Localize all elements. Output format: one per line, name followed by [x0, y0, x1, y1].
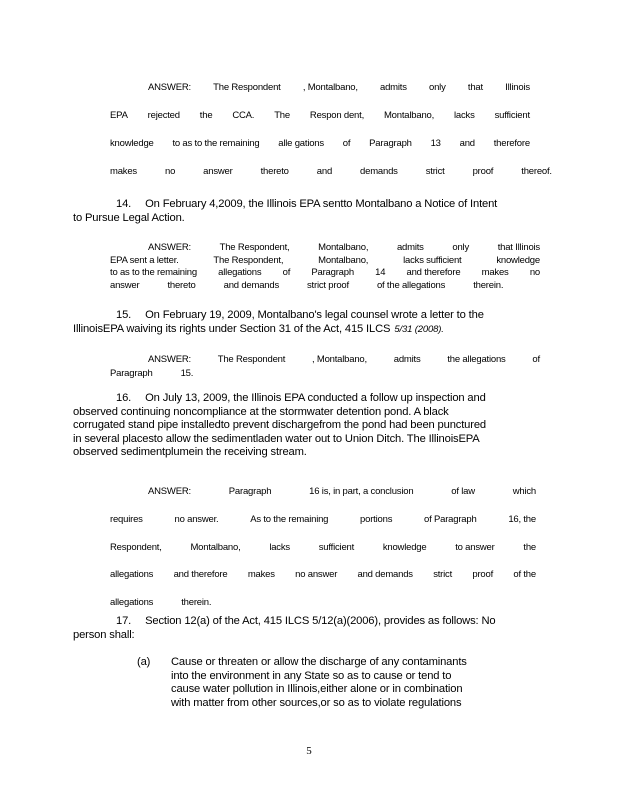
answer16-line: [110, 589, 536, 617]
answer13-word: answer: [203, 166, 233, 177]
subsection-a-line-3: cause water pollution in Illinois,either alone or in combination: [171, 683, 463, 696]
answer13-word: and: [316, 166, 333, 177]
answer13-line: [110, 102, 530, 130]
answer14-word: to as to the remaining: [110, 267, 197, 279]
answer16-word: proof: [472, 569, 494, 581]
answer14-word: only: [452, 242, 470, 253]
answer13-word: Paragraph: [369, 138, 412, 149]
paragraph-14-number: 14.: [116, 198, 132, 210]
answer13-word: that: [467, 82, 483, 93]
answer14-word: The Respondent,: [213, 254, 284, 266]
answer14-word: Montalbano,: [318, 254, 369, 266]
answer13-word: , Montalbano,: [302, 82, 358, 93]
answer13-line: [110, 74, 530, 102]
answer14-word: thereto: [167, 279, 196, 291]
paragraph-15-line-2: IllinoisEPA waiving its rights under Section 31 of the Act, 415 ILCS: [73, 322, 391, 335]
answer15-line: [110, 367, 540, 381]
subsection-a-line-1: Cause or threaten or allow the discharge of any contaminants: [171, 656, 467, 668]
paragraph-16-line-5: observed sedimentplumein the receiving stream.: [73, 446, 307, 459]
answer13-word: The: [274, 110, 290, 121]
answer16-word: Respondent,: [110, 541, 162, 553]
answer13-word: knowledge: [110, 138, 154, 149]
answer-13: [110, 74, 552, 186]
answer16-word: to answer: [455, 541, 495, 553]
answer16-word: Paragraph: [228, 486, 272, 497]
answer14-word: admits: [396, 242, 424, 253]
answer13-line: [110, 130, 530, 158]
answer15-word: admits: [393, 354, 421, 365]
answer15-line: [110, 353, 540, 367]
answer16-word: of Paragraph: [424, 513, 477, 525]
answer13-word: sufficient: [494, 110, 530, 121]
answer16-word: 16 is, in part, a conclusion: [309, 486, 414, 497]
answer15-word: of: [532, 354, 540, 365]
answer16-word: makes: [247, 569, 275, 581]
answer16-word: no answer.: [174, 513, 219, 525]
answer14-word: strict proof: [307, 279, 349, 291]
paragraph-16: [73, 392, 544, 460]
paragraph-17: [73, 615, 544, 642]
answer16-word: of the: [513, 569, 536, 581]
answer16-word: which: [512, 486, 536, 497]
answer16-word: sufficient: [318, 541, 355, 553]
answer16-word: knowledge: [382, 541, 427, 553]
answer16-word: allegations: [110, 597, 154, 609]
answer13-word: the: [199, 110, 213, 121]
answer13-line: [110, 158, 552, 186]
answer13-word: EPA: [110, 110, 128, 121]
answer13-word: no: [164, 166, 176, 177]
answer13-word: therefore: [493, 138, 530, 149]
answer15-word: , Montalbano,: [311, 354, 367, 365]
answer14-word: therein.: [473, 279, 504, 291]
subsection-a: [171, 656, 507, 710]
paragraph-16-line-1: On July 13, 2009, the Illinois EPA conducted a follow up inspection and: [145, 392, 486, 404]
paragraph-14: [73, 198, 544, 225]
answer16-word: of law: [451, 486, 475, 497]
answer13-word: rejected: [147, 110, 180, 121]
answer15-word: 15.: [180, 368, 194, 379]
answer16-word: 16, the: [508, 513, 536, 525]
answer13-word: 13: [430, 138, 441, 149]
paragraph-15-citation: 5/31 (2008).: [394, 323, 444, 335]
subsection-a-line-4: with matter from other sources,or so as to violate regulations: [171, 696, 462, 709]
subsection-a-line-2: into the environment in any State so as to cause or tend to: [171, 669, 452, 682]
subsection-a-label: (a): [137, 656, 151, 668]
answer16-line: [110, 506, 536, 534]
paragraph-17-line-2: person shall:: [73, 628, 135, 641]
answer13-word: strict: [425, 166, 445, 177]
paragraph-17-number: 17.: [116, 615, 132, 627]
answer16-word: and demands: [357, 569, 413, 581]
answer14-word: EPA sent a letter.: [110, 254, 179, 266]
answer15-word: ANSWER:: [148, 354, 191, 365]
answer16-word: and therefore: [173, 569, 228, 581]
answer16-word: Montalbano,: [190, 541, 241, 553]
answer13-word: Illinois: [505, 82, 530, 93]
answer-14: [110, 242, 540, 292]
answer16-word: portions: [360, 513, 393, 525]
answer14-word: makes: [481, 267, 509, 279]
answer14-word: Paragraph: [311, 267, 354, 279]
answer15-word: Paragraph: [110, 368, 153, 379]
answer13-word: proof: [472, 166, 494, 177]
paragraph-14-line-2: to Pursue Legal Action.: [73, 211, 185, 224]
answer14-line: [110, 242, 540, 255]
answer14-word: of: [282, 267, 291, 279]
paragraph-15-number: 15.: [116, 309, 132, 321]
answer13-word: only: [429, 82, 446, 93]
answer14-word: knowledge: [496, 254, 540, 266]
paragraph-16-number: 16.: [116, 392, 132, 404]
answer13-word: The Respondent: [213, 82, 281, 93]
answer16-word: As to the remaining: [250, 513, 329, 525]
answer-16: [110, 478, 536, 617]
answer16-line: [110, 561, 536, 589]
answer14-line: [110, 267, 540, 280]
answer14-line: [110, 280, 540, 293]
answer16-word: strict: [433, 569, 453, 581]
answer13-word: Respon dent,: [309, 110, 365, 121]
answer13-word: ANSWER:: [148, 82, 191, 93]
answer16-word: therein.: [181, 597, 212, 609]
answer13-word: alle gations: [278, 138, 324, 149]
answer14-word: allegations: [218, 267, 262, 279]
answer14-word: 14: [375, 267, 386, 279]
paragraph-16-line-2: observed continuing noncompliance at the stormwater detention pond. A black: [73, 405, 449, 418]
answer14-word: of the allegations: [376, 279, 446, 291]
answer15-word: The Respondent: [217, 354, 286, 365]
answer14-line: [110, 255, 540, 268]
answer14-word: and demands: [223, 279, 279, 291]
answer16-word: the: [523, 541, 536, 553]
answer14-word: lacks sufficient: [403, 254, 462, 266]
paragraph-16-line-3: corrugated stand pipe installedto prevent dischargefrom the pond had been punctured: [73, 419, 486, 432]
answer16-line: [110, 478, 536, 506]
answer-15: [110, 353, 540, 381]
paragraph-16-line-4: in several placesto allow the sedimentladen water out to Union Ditch. The IllinoisEPA: [73, 432, 480, 445]
answer13-word: demands: [360, 166, 398, 177]
answer16-word: no answer: [295, 569, 338, 581]
answer16-word: allegations: [110, 569, 154, 581]
answer13-word: of: [342, 138, 351, 149]
answer16-word: ANSWER:: [148, 486, 191, 497]
answer13-word: thereof.: [521, 166, 552, 177]
answer13-word: admits: [380, 82, 407, 93]
answer13-word: lacks: [454, 110, 475, 121]
answer13-word: to as to the remaining: [172, 138, 260, 149]
answer13-word: makes: [110, 166, 137, 177]
answer13-word: and: [459, 138, 475, 149]
answer16-line: [110, 534, 536, 562]
answer14-word: and therefore: [406, 267, 461, 279]
answer13-word: thereto: [260, 166, 289, 177]
paragraph-15-line-1: On February 19, 2009, Montalbano's legal counsel wrote a letter to the: [145, 309, 484, 321]
answer13-word: Montalbano,: [383, 110, 435, 121]
answer15-word: the allegations: [447, 354, 506, 365]
answer14-word: answer: [110, 279, 140, 291]
paragraph-14-line-1: On February 4,2009, the Illinois EPA sentto Montalbano a Notice of Intent: [145, 198, 498, 210]
answer14-word: ANSWER:: [148, 242, 191, 253]
paragraph-17-line-1: Section 12(a) of the Act, 415 ILCS 5/12(a)(2006), provides as follows: No: [145, 615, 496, 627]
answer13-word: CCA.: [232, 110, 255, 121]
answer14-word: no: [529, 267, 540, 279]
answer14-word: Montalbano,: [318, 242, 369, 253]
page-number: 5: [306, 745, 312, 757]
answer14-word: The Respondent,: [219, 242, 290, 253]
answer14-word: that Illinois: [497, 242, 540, 253]
paragraph-15: [73, 309, 544, 336]
answer16-word: lacks: [269, 541, 290, 553]
answer16-word: requires: [110, 513, 143, 525]
